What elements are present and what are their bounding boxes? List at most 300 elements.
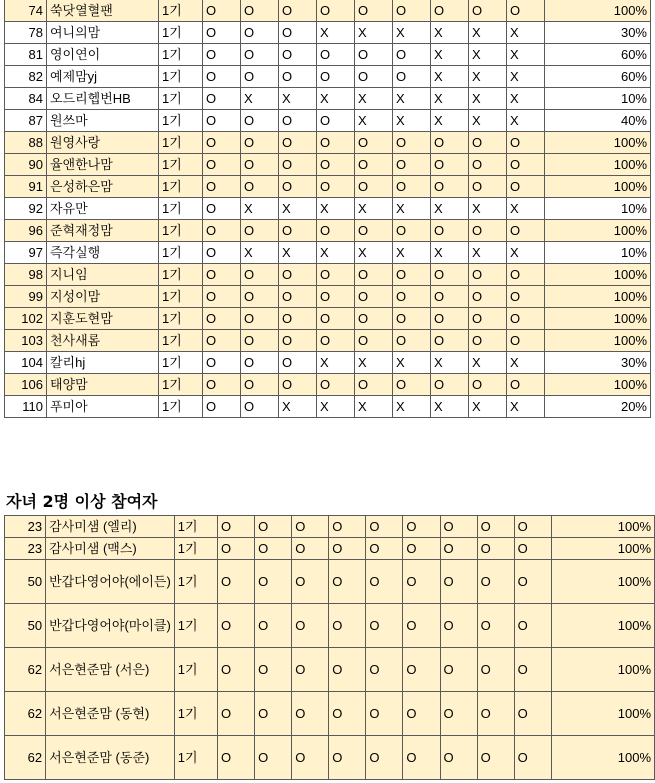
cell-attendance-mark[interactable]: O [203, 396, 241, 418]
cell-attendance-mark[interactable]: X [279, 88, 317, 110]
cell-attendance-mark[interactable]: O [203, 198, 241, 220]
cell-percentage[interactable]: 60% [545, 44, 651, 66]
cell-generation[interactable]: 1기 [159, 0, 203, 22]
cell-generation[interactable]: 1기 [174, 648, 217, 692]
cell-number[interactable]: 97 [5, 242, 47, 264]
cell-percentage[interactable]: 100% [545, 374, 651, 396]
cell-name[interactable]: 감사미샘 (엘리) [46, 516, 175, 538]
cell-attendance-mark[interactable]: X [469, 44, 507, 66]
cell-attendance-mark[interactable]: X [507, 22, 545, 44]
cell-attendance-mark[interactable]: X [469, 110, 507, 132]
cell-attendance-mark[interactable]: O [507, 0, 545, 22]
cell-percentage[interactable]: 100% [545, 0, 651, 22]
cell-attendance-mark[interactable]: O [440, 736, 477, 780]
cell-number[interactable]: 102 [5, 308, 47, 330]
cell-generation[interactable]: 1기 [159, 110, 203, 132]
cell-attendance-mark[interactable]: O [279, 22, 317, 44]
cell-attendance-mark[interactable]: X [317, 22, 355, 44]
cell-generation[interactable]: 1기 [159, 286, 203, 308]
cell-attendance-mark[interactable]: X [241, 198, 279, 220]
cell-attendance-mark[interactable]: O [507, 264, 545, 286]
cell-attendance-mark[interactable]: O [203, 264, 241, 286]
cell-attendance-mark[interactable]: O [218, 516, 255, 538]
cell-attendance-mark[interactable]: O [203, 286, 241, 308]
cell-percentage[interactable]: 100% [551, 692, 654, 736]
cell-generation[interactable]: 1기 [174, 560, 217, 604]
cell-attendance-mark[interactable]: O [403, 692, 440, 736]
cell-attendance-mark[interactable]: O [279, 66, 317, 88]
cell-attendance-mark[interactable]: O [218, 692, 255, 736]
cell-attendance-mark[interactable]: O [355, 308, 393, 330]
cell-attendance-mark[interactable]: O [514, 538, 551, 560]
cell-attendance-mark[interactable]: O [507, 176, 545, 198]
cell-attendance-mark[interactable]: O [241, 308, 279, 330]
cell-name[interactable]: 지니임 [47, 264, 159, 286]
cell-generation[interactable]: 1기 [159, 22, 203, 44]
cell-attendance-mark[interactable]: O [355, 176, 393, 198]
cell-attendance-mark[interactable]: O [403, 604, 440, 648]
cell-attendance-mark[interactable]: O [469, 308, 507, 330]
cell-attendance-mark[interactable]: O [317, 44, 355, 66]
cell-attendance-mark[interactable]: O [431, 176, 469, 198]
cell-attendance-mark[interactable]: O [355, 66, 393, 88]
cell-attendance-mark[interactable]: O [507, 286, 545, 308]
cell-number[interactable]: 81 [5, 44, 47, 66]
cell-attendance-mark[interactable]: X [393, 88, 431, 110]
cell-attendance-mark[interactable]: O [355, 374, 393, 396]
cell-name[interactable]: 율앤한나맘 [47, 154, 159, 176]
cell-attendance-mark[interactable]: O [317, 176, 355, 198]
cell-attendance-mark[interactable]: X [507, 44, 545, 66]
cell-attendance-mark[interactable]: O [403, 560, 440, 604]
cell-attendance-mark[interactable]: O [366, 648, 403, 692]
cell-attendance-mark[interactable]: X [431, 22, 469, 44]
cell-attendance-mark[interactable]: X [507, 352, 545, 374]
cell-attendance-mark[interactable]: O [366, 516, 403, 538]
cell-attendance-mark[interactable]: O [431, 374, 469, 396]
cell-attendance-mark[interactable]: O [241, 0, 279, 22]
cell-attendance-mark[interactable]: O [355, 264, 393, 286]
cell-attendance-mark[interactable]: O [440, 604, 477, 648]
cell-generation[interactable]: 1기 [159, 308, 203, 330]
cell-attendance-mark[interactable]: O [317, 154, 355, 176]
cell-attendance-mark[interactable]: O [292, 648, 329, 692]
cell-name[interactable]: 반갑다영어야(에이든) [46, 560, 175, 604]
cell-percentage[interactable]: 100% [545, 264, 651, 286]
cell-percentage[interactable]: 100% [551, 560, 654, 604]
cell-percentage[interactable]: 30% [545, 352, 651, 374]
cell-attendance-mark[interactable]: X [469, 198, 507, 220]
cell-attendance-mark[interactable]: O [393, 374, 431, 396]
cell-attendance-mark[interactable]: X [469, 22, 507, 44]
cell-attendance-mark[interactable]: O [431, 220, 469, 242]
cell-generation[interactable]: 1기 [159, 374, 203, 396]
cell-attendance-mark[interactable]: X [431, 88, 469, 110]
cell-attendance-mark[interactable]: O [355, 220, 393, 242]
cell-attendance-mark[interactable]: O [469, 132, 507, 154]
cell-attendance-mark[interactable]: O [403, 648, 440, 692]
cell-attendance-mark[interactable]: O [241, 286, 279, 308]
cell-attendance-mark[interactable]: O [514, 516, 551, 538]
cell-attendance-mark[interactable]: O [218, 538, 255, 560]
cell-attendance-mark[interactable]: X [317, 88, 355, 110]
cell-attendance-mark[interactable]: O [241, 330, 279, 352]
cell-attendance-mark[interactable]: O [329, 560, 366, 604]
cell-generation[interactable]: 1기 [159, 88, 203, 110]
cell-percentage[interactable]: 10% [545, 198, 651, 220]
cell-percentage[interactable]: 100% [545, 154, 651, 176]
cell-attendance-mark[interactable]: O [440, 648, 477, 692]
cell-attendance-mark[interactable]: X [469, 66, 507, 88]
cell-attendance-mark[interactable]: O [203, 154, 241, 176]
cell-attendance-mark[interactable]: O [514, 604, 551, 648]
cell-name[interactable]: 원영사랑 [47, 132, 159, 154]
cell-generation[interactable]: 1기 [159, 132, 203, 154]
cell-number[interactable]: 90 [5, 154, 47, 176]
cell-attendance-mark[interactable]: O [507, 220, 545, 242]
cell-attendance-mark[interactable]: O [355, 154, 393, 176]
cell-attendance-mark[interactable]: O [403, 736, 440, 780]
cell-attendance-mark[interactable]: O [241, 44, 279, 66]
cell-attendance-mark[interactable]: X [507, 396, 545, 418]
cell-generation[interactable]: 1기 [159, 242, 203, 264]
cell-attendance-mark[interactable]: O [317, 110, 355, 132]
cell-attendance-mark[interactable]: O [203, 0, 241, 22]
cell-attendance-mark[interactable]: O [317, 0, 355, 22]
cell-percentage[interactable]: 100% [551, 538, 654, 560]
cell-generation[interactable]: 1기 [159, 154, 203, 176]
cell-number[interactable]: 23 [5, 516, 46, 538]
cell-name[interactable]: 자유만 [47, 198, 159, 220]
cell-attendance-mark[interactable]: X [469, 242, 507, 264]
cell-attendance-mark[interactable]: O [203, 330, 241, 352]
cell-attendance-mark[interactable]: O [514, 736, 551, 780]
cell-attendance-mark[interactable]: O [477, 604, 514, 648]
cell-attendance-mark[interactable]: X [355, 352, 393, 374]
cell-attendance-mark[interactable]: O [431, 286, 469, 308]
cell-attendance-mark[interactable]: O [203, 44, 241, 66]
cell-attendance-mark[interactable]: O [440, 692, 477, 736]
cell-attendance-mark[interactable]: O [431, 0, 469, 22]
cell-attendance-mark[interactable]: O [241, 22, 279, 44]
cell-percentage[interactable]: 100% [545, 286, 651, 308]
cell-attendance-mark[interactable]: O [329, 604, 366, 648]
cell-name[interactable]: 서은현준맘 (동준) [46, 736, 175, 780]
cell-attendance-mark[interactable]: O [317, 374, 355, 396]
cell-attendance-mark[interactable]: O [366, 692, 403, 736]
cell-attendance-mark[interactable]: O [431, 330, 469, 352]
cell-attendance-mark[interactable]: X [355, 22, 393, 44]
cell-attendance-mark[interactable]: O [469, 264, 507, 286]
cell-attendance-mark[interactable]: O [203, 352, 241, 374]
cell-name[interactable]: 감사미샘 (맥스) [46, 538, 175, 560]
cell-attendance-mark[interactable]: O [355, 286, 393, 308]
cell-attendance-mark[interactable]: X [355, 110, 393, 132]
cell-generation[interactable]: 1기 [159, 352, 203, 374]
cell-attendance-mark[interactable]: O [507, 154, 545, 176]
cell-name[interactable]: 오드리헵번HB [47, 88, 159, 110]
cell-attendance-mark[interactable]: O [393, 264, 431, 286]
cell-percentage[interactable]: 100% [551, 604, 654, 648]
cell-attendance-mark[interactable]: X [469, 396, 507, 418]
cell-attendance-mark[interactable]: O [241, 264, 279, 286]
cell-attendance-mark[interactable]: O [241, 132, 279, 154]
cell-attendance-mark[interactable]: O [477, 736, 514, 780]
cell-name[interactable]: 영이연이 [47, 44, 159, 66]
cell-attendance-mark[interactable]: O [317, 220, 355, 242]
cell-attendance-mark[interactable]: O [393, 308, 431, 330]
cell-attendance-mark[interactable]: O [279, 264, 317, 286]
cell-name[interactable]: 준혁재정맘 [47, 220, 159, 242]
cell-attendance-mark[interactable]: X [355, 198, 393, 220]
cell-attendance-mark[interactable]: O [255, 648, 292, 692]
cell-attendance-mark[interactable]: X [431, 242, 469, 264]
cell-attendance-mark[interactable]: O [241, 176, 279, 198]
cell-attendance-mark[interactable]: X [393, 110, 431, 132]
cell-attendance-mark[interactable]: X [431, 198, 469, 220]
cell-attendance-mark[interactable]: X [393, 242, 431, 264]
cell-attendance-mark[interactable]: O [469, 286, 507, 308]
cell-attendance-mark[interactable]: O [355, 44, 393, 66]
cell-attendance-mark[interactable]: O [514, 560, 551, 604]
cell-attendance-mark[interactable]: O [279, 352, 317, 374]
cell-attendance-mark[interactable]: O [514, 692, 551, 736]
cell-attendance-mark[interactable]: X [393, 198, 431, 220]
cell-generation[interactable]: 1기 [159, 66, 203, 88]
cell-attendance-mark[interactable]: X [241, 88, 279, 110]
cell-percentage[interactable]: 40% [545, 110, 651, 132]
cell-generation[interactable]: 1기 [174, 604, 217, 648]
cell-name[interactable]: 원쓰마 [47, 110, 159, 132]
cell-attendance-mark[interactable]: O [440, 538, 477, 560]
cell-attendance-mark[interactable]: X [431, 396, 469, 418]
cell-attendance-mark[interactable]: O [279, 154, 317, 176]
cell-name[interactable]: 즉각실행 [47, 242, 159, 264]
cell-attendance-mark[interactable]: O [203, 66, 241, 88]
cell-attendance-mark[interactable]: O [218, 604, 255, 648]
cell-name[interactable]: 지훈도현맘 [47, 308, 159, 330]
cell-attendance-mark[interactable]: X [241, 242, 279, 264]
cell-attendance-mark[interactable]: O [477, 538, 514, 560]
cell-attendance-mark[interactable]: X [507, 198, 545, 220]
cell-attendance-mark[interactable]: O [203, 220, 241, 242]
cell-attendance-mark[interactable]: O [203, 88, 241, 110]
cell-percentage[interactable]: 100% [551, 516, 654, 538]
cell-attendance-mark[interactable]: O [507, 330, 545, 352]
cell-number[interactable]: 103 [5, 330, 47, 352]
cell-percentage[interactable]: 100% [545, 176, 651, 198]
cell-attendance-mark[interactable]: O [203, 110, 241, 132]
cell-name[interactable]: 칼리hj [47, 352, 159, 374]
cell-number[interactable]: 91 [5, 176, 47, 198]
cell-number[interactable]: 82 [5, 66, 47, 88]
cell-attendance-mark[interactable]: O [317, 66, 355, 88]
cell-attendance-mark[interactable]: O [317, 330, 355, 352]
cell-attendance-mark[interactable]: O [255, 516, 292, 538]
cell-number[interactable]: 50 [5, 560, 46, 604]
cell-percentage[interactable]: 10% [545, 242, 651, 264]
cell-percentage[interactable]: 100% [545, 220, 651, 242]
cell-number[interactable]: 98 [5, 264, 47, 286]
cell-attendance-mark[interactable]: O [203, 308, 241, 330]
cell-attendance-mark[interactable]: O [469, 0, 507, 22]
cell-attendance-mark[interactable]: X [317, 352, 355, 374]
cell-attendance-mark[interactable]: O [393, 286, 431, 308]
cell-name[interactable]: 예제맘yj [47, 66, 159, 88]
cell-attendance-mark[interactable]: O [477, 516, 514, 538]
cell-attendance-mark[interactable]: X [507, 88, 545, 110]
cell-attendance-mark[interactable]: O [317, 264, 355, 286]
cell-attendance-mark[interactable]: O [366, 560, 403, 604]
cell-generation[interactable]: 1기 [159, 220, 203, 242]
cell-name[interactable]: 태양맘 [47, 374, 159, 396]
cell-name[interactable]: 서은현준맘 (서은) [46, 648, 175, 692]
cell-attendance-mark[interactable]: O [393, 44, 431, 66]
cell-attendance-mark[interactable]: O [366, 538, 403, 560]
cell-attendance-mark[interactable]: O [203, 176, 241, 198]
cell-name[interactable]: 지성이맘 [47, 286, 159, 308]
cell-attendance-mark[interactable]: O [477, 692, 514, 736]
cell-number[interactable]: 96 [5, 220, 47, 242]
cell-attendance-mark[interactable]: O [469, 154, 507, 176]
cell-attendance-mark[interactable]: O [241, 396, 279, 418]
cell-attendance-mark[interactable]: O [403, 516, 440, 538]
cell-attendance-mark[interactable]: O [393, 0, 431, 22]
cell-number[interactable]: 62 [5, 736, 46, 780]
cell-percentage[interactable]: 30% [545, 22, 651, 44]
cell-attendance-mark[interactable]: O [279, 220, 317, 242]
cell-name[interactable]: 서은현준맘 (동현) [46, 692, 175, 736]
cell-attendance-mark[interactable]: O [507, 374, 545, 396]
cell-attendance-mark[interactable]: O [329, 516, 366, 538]
cell-attendance-mark[interactable]: O [241, 66, 279, 88]
cell-attendance-mark[interactable]: O [317, 286, 355, 308]
cell-percentage[interactable]: 100% [545, 308, 651, 330]
cell-attendance-mark[interactable]: O [255, 604, 292, 648]
cell-number[interactable]: 74 [5, 0, 47, 22]
cell-attendance-mark[interactable]: O [469, 330, 507, 352]
cell-attendance-mark[interactable]: O [203, 132, 241, 154]
cell-attendance-mark[interactable]: O [329, 736, 366, 780]
cell-attendance-mark[interactable]: X [507, 110, 545, 132]
cell-percentage[interactable]: 10% [545, 88, 651, 110]
cell-attendance-mark[interactable]: O [393, 154, 431, 176]
cell-number[interactable]: 62 [5, 648, 46, 692]
cell-attendance-mark[interactable]: O [279, 308, 317, 330]
cell-attendance-mark[interactable]: X [317, 242, 355, 264]
cell-attendance-mark[interactable]: X [355, 396, 393, 418]
cell-attendance-mark[interactable]: O [292, 538, 329, 560]
cell-attendance-mark[interactable]: X [317, 198, 355, 220]
cell-generation[interactable]: 1기 [159, 44, 203, 66]
cell-name[interactable]: 여니의맘 [47, 22, 159, 44]
cell-attendance-mark[interactable]: O [241, 374, 279, 396]
cell-attendance-mark[interactable]: O [317, 308, 355, 330]
cell-attendance-mark[interactable]: O [279, 132, 317, 154]
cell-attendance-mark[interactable]: O [393, 66, 431, 88]
cell-attendance-mark[interactable]: O [329, 648, 366, 692]
cell-percentage[interactable]: 60% [545, 66, 651, 88]
cell-attendance-mark[interactable]: O [431, 264, 469, 286]
cell-name[interactable]: 푸미아 [47, 396, 159, 418]
cell-attendance-mark[interactable]: O [393, 330, 431, 352]
cell-generation[interactable]: 1기 [159, 198, 203, 220]
cell-name[interactable]: 반갑다영어야(마이클) [46, 604, 175, 648]
cell-attendance-mark[interactable]: O [477, 560, 514, 604]
cell-generation[interactable]: 1기 [174, 692, 217, 736]
cell-attendance-mark[interactable]: O [292, 516, 329, 538]
cell-attendance-mark[interactable]: X [507, 66, 545, 88]
cell-attendance-mark[interactable]: X [431, 352, 469, 374]
cell-percentage[interactable]: 20% [545, 396, 651, 418]
cell-attendance-mark[interactable]: O [279, 330, 317, 352]
cell-attendance-mark[interactable]: X [507, 242, 545, 264]
cell-name[interactable]: 쑥닷열혈팬 [47, 0, 159, 22]
cell-attendance-mark[interactable]: O [469, 176, 507, 198]
cell-attendance-mark[interactable]: O [355, 132, 393, 154]
cell-attendance-mark[interactable]: X [317, 396, 355, 418]
cell-name[interactable]: 천사새롬 [47, 330, 159, 352]
cell-attendance-mark[interactable]: O [255, 692, 292, 736]
cell-attendance-mark[interactable]: O [355, 0, 393, 22]
cell-attendance-mark[interactable]: X [393, 396, 431, 418]
cell-generation[interactable]: 1기 [159, 330, 203, 352]
cell-attendance-mark[interactable]: O [241, 154, 279, 176]
cell-attendance-mark[interactable]: O [218, 736, 255, 780]
cell-attendance-mark[interactable]: X [279, 242, 317, 264]
cell-number[interactable]: 104 [5, 352, 47, 374]
cell-attendance-mark[interactable]: O [514, 648, 551, 692]
cell-number[interactable]: 106 [5, 374, 47, 396]
cell-attendance-mark[interactable]: O [317, 132, 355, 154]
cell-attendance-mark[interactable]: X [279, 198, 317, 220]
cell-attendance-mark[interactable]: O [366, 604, 403, 648]
cell-attendance-mark[interactable]: X [393, 352, 431, 374]
cell-percentage[interactable]: 100% [545, 330, 651, 352]
cell-attendance-mark[interactable]: O [203, 374, 241, 396]
cell-number[interactable]: 50 [5, 604, 46, 648]
cell-attendance-mark[interactable]: O [431, 308, 469, 330]
cell-attendance-mark[interactable]: O [255, 538, 292, 560]
cell-attendance-mark[interactable]: O [329, 692, 366, 736]
cell-attendance-mark[interactable]: O [279, 44, 317, 66]
cell-attendance-mark[interactable]: O [255, 736, 292, 780]
cell-attendance-mark[interactable]: O [393, 220, 431, 242]
cell-percentage[interactable]: 100% [545, 132, 651, 154]
cell-attendance-mark[interactable]: O [255, 560, 292, 604]
cell-attendance-mark[interactable]: O [279, 374, 317, 396]
cell-number[interactable]: 110 [5, 396, 47, 418]
cell-generation[interactable]: 1기 [159, 264, 203, 286]
cell-attendance-mark[interactable]: X [279, 396, 317, 418]
cell-attendance-mark[interactable]: O [507, 308, 545, 330]
cell-attendance-mark[interactable]: O [403, 538, 440, 560]
cell-number[interactable]: 88 [5, 132, 47, 154]
cell-attendance-mark[interactable]: O [279, 0, 317, 22]
cell-percentage[interactable]: 100% [551, 736, 654, 780]
cell-generation[interactable]: 1기 [159, 176, 203, 198]
cell-attendance-mark[interactable]: O [203, 22, 241, 44]
cell-attendance-mark[interactable]: O [203, 242, 241, 264]
cell-attendance-mark[interactable]: X [355, 88, 393, 110]
cell-attendance-mark[interactable]: O [440, 516, 477, 538]
cell-attendance-mark[interactable]: O [393, 176, 431, 198]
cell-attendance-mark[interactable]: X [431, 110, 469, 132]
cell-number[interactable]: 87 [5, 110, 47, 132]
cell-number[interactable]: 92 [5, 198, 47, 220]
cell-attendance-mark[interactable]: O [469, 374, 507, 396]
cell-attendance-mark[interactable]: O [440, 560, 477, 604]
